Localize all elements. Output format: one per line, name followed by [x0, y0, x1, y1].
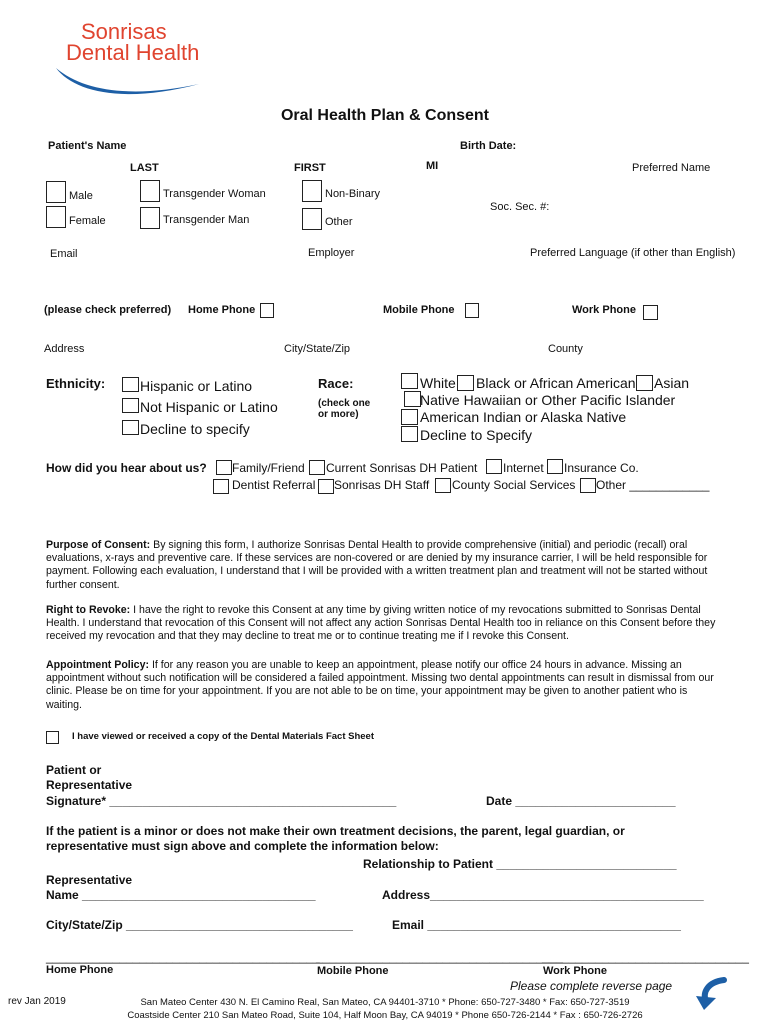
insurance-label: Insurance Co.	[564, 461, 639, 475]
footer-address-2: Coastside Center 210 San Mateo Road, Suite 104, Half Moon Bay, CA 94019 * Phone 650-726-2144 * Fax : 650-726-2726	[127, 1010, 643, 1021]
asian-label: Asian	[654, 375, 690, 391]
hawaiian-label: Native Hawaiian or Other Pacific Islander	[420, 392, 676, 408]
appointment-lead: Appointment Policy:	[46, 659, 149, 671]
logo-line-1: Sonrisas	[81, 19, 167, 44]
male-checkbox[interactable]	[46, 181, 66, 203]
white-checkbox[interactable]	[401, 373, 418, 389]
work-phone-checkbox[interactable]	[643, 305, 658, 320]
insurance-checkbox[interactable]	[547, 459, 563, 474]
first-name-label: FIRST	[294, 162, 326, 174]
check-preferred-label: (please check preferred)	[44, 304, 172, 316]
representative-label: Representative	[46, 873, 133, 887]
county-social-label: County Social Services	[452, 478, 576, 492]
minor-line-2: representative must sign above and complete the information below:	[46, 839, 439, 853]
race-note-1: (check one	[318, 398, 371, 409]
not-hispanic-label: Not Hispanic or Latino	[140, 399, 278, 415]
transgender-woman-label: Transgender Woman	[163, 188, 266, 200]
revoke-text: I have the right to revoke this Consent at any time by giving written notice of my revocations submitted to Sonrisas Dental Health. I understand that revocation of this Consent will not affect any action Sonrisas Dental Health too in reliance on this Consent before they received my revocation and that they may decline to treat me or to continue treating me if I revoke this Consent.	[46, 604, 716, 643]
ethnicity-label: Ethnicity:	[46, 376, 106, 391]
signature-field[interactable]: Signature* ___________________________________________	[46, 794, 397, 808]
other-gender-checkbox[interactable]	[302, 208, 322, 230]
purpose-paragraph	[46, 539, 718, 592]
home-phone-caption: Home Phone	[46, 964, 114, 976]
dentist-referral-checkbox[interactable]	[213, 479, 229, 494]
mobile-phone-checkbox[interactable]	[465, 303, 479, 318]
current-patient-label: Current Sonrisas DH Patient	[326, 461, 478, 475]
signature-line-2: Representative	[46, 778, 133, 792]
patient-name-label: Patient's Name	[48, 140, 127, 152]
other-source-checkbox[interactable]	[580, 478, 596, 493]
relationship-field[interactable]: Relationship to Patient ___________________________	[363, 857, 677, 871]
mobile-phone-line[interactable]: _____________________________________	[316, 950, 563, 964]
black-checkbox[interactable]	[457, 375, 474, 391]
representative-city-field[interactable]: City/State/Zip __________________________________	[46, 918, 353, 932]
race-note-2: or more)	[318, 409, 359, 420]
decline-ethnicity-label: Decline to specify	[140, 421, 250, 437]
asian-checkbox[interactable]	[636, 375, 653, 391]
signature-line-1: Patient or	[46, 763, 102, 777]
revision-label: rev Jan 2019	[8, 996, 66, 1007]
decline-ethnicity-checkbox[interactable]	[122, 420, 139, 435]
non-binary-checkbox[interactable]	[302, 180, 322, 202]
american-indian-label: American Indian or Alaska Native	[420, 409, 627, 425]
family-friend-checkbox[interactable]	[216, 460, 232, 475]
home-phone-label: Home Phone	[188, 304, 256, 316]
reverse-page-note: Please complete reverse page	[510, 979, 673, 993]
white-label: White	[420, 375, 456, 391]
fact-sheet-checkbox[interactable]	[46, 731, 59, 744]
minor-line-1: If the patient is a minor or does not make their own treatment decisions, the parent, legal guardian, or	[46, 824, 625, 838]
revoke-paragraph	[46, 604, 718, 644]
other-source-label: Other ____________	[596, 478, 710, 492]
logo-line-2: Dental Health	[66, 40, 200, 65]
ssn-label: Soc. Sec. #:	[490, 201, 550, 213]
fact-sheet-label: I have viewed or received a copy of the Dental Materials Fact Sheet	[72, 731, 375, 742]
page-title: Oral Health Plan & Consent	[280, 107, 490, 124]
footer-address-1: San Mateo Center 430 N. El Camino Real, San Mateo, CA 94401-3710 * Phone: 650-727-3480 * Fax: 650-727-3519	[140, 997, 630, 1008]
internet-checkbox[interactable]	[486, 459, 502, 474]
mobile-phone-caption: Mobile Phone	[317, 965, 389, 977]
home-phone-checkbox[interactable]	[260, 303, 274, 318]
hispanic-label: Hispanic or Latino	[140, 378, 253, 394]
decline-race-label: Decline to Specify	[420, 427, 533, 443]
preferred-name-label: Preferred Name	[632, 162, 711, 174]
revoke-lead: Right to Revoke:	[46, 604, 131, 616]
purpose-text: By signing this form, I authorize Sonrisas Dental Health to provide comprehensive (initial) and periodic (recall) oral evaluations, x-rays and preventive care. If these services are non-covered or are denied by my insurance carrier, I will be held responsible for payment. Following each evaluation, I understand that I will be provided with a written treatment plan and treatment will not be started without further consent.	[46, 539, 708, 591]
logo	[54, 20, 204, 105]
female-label: Female	[69, 215, 106, 227]
not-hispanic-checkbox[interactable]	[122, 398, 139, 413]
race-label: Race:	[318, 376, 354, 391]
black-label: Black or African American	[476, 375, 636, 391]
transgender-man-checkbox[interactable]	[140, 207, 160, 229]
appointment-text: If for any reason you are unable to keep an appointment, please notify our office 24 hours in advance. Missing an appointment without such notification will be considered a failed appointment. Missing two dental appointments can result in dismissal from our clinic. Please be on time for your appointment. If you are not able to be on time, your appointment may be given to another patient who is waiting.	[46, 659, 714, 711]
county-label: County	[548, 343, 583, 355]
current-patient-checkbox[interactable]	[309, 460, 325, 475]
hawaiian-checkbox[interactable]	[404, 391, 421, 407]
staff-label: Sonrisas DH Staff	[334, 478, 430, 492]
decline-race-checkbox[interactable]	[401, 426, 418, 442]
birth-date-label: Birth Date:	[460, 140, 517, 152]
dentist-referral-label: Dentist Referral	[232, 478, 316, 492]
representative-name-field[interactable]: Name ___________________________________	[46, 888, 316, 902]
mobile-phone-label: Mobile Phone	[383, 304, 455, 316]
email-label: Email	[50, 248, 78, 260]
purpose-lead: Purpose of Consent:	[46, 539, 151, 551]
address-label: Address	[44, 343, 85, 355]
hear-about-label: How did you hear about us?	[46, 461, 207, 475]
female-checkbox[interactable]	[46, 206, 66, 228]
work-phone-caption: Work Phone	[543, 965, 607, 977]
city-state-zip-label: City/State/Zip	[284, 343, 351, 355]
logo-swoosh	[54, 62, 204, 107]
representative-email-field[interactable]: Email ______________________________________	[392, 918, 681, 932]
home-phone-line[interactable]: _________________________________________	[46, 950, 320, 964]
family-friend-label: Family/Friend	[232, 461, 305, 475]
signature-date-field[interactable]: Date ________________________	[486, 794, 676, 808]
appointment-paragraph	[46, 659, 718, 712]
transgender-man-label: Transgender Man	[163, 214, 250, 226]
representative-address-field[interactable]: Address_________________________________________	[382, 888, 704, 902]
american-indian-checkbox[interactable]	[401, 409, 418, 425]
work-phone-line[interactable]: _______________________________	[542, 950, 749, 964]
internet-label: Internet	[503, 461, 544, 475]
non-binary-label: Non-Binary	[325, 188, 381, 200]
staff-checkbox[interactable]	[318, 479, 334, 494]
other-gender-label: Other	[325, 216, 353, 228]
county-social-checkbox[interactable]	[435, 478, 451, 493]
employer-label: Employer	[308, 247, 355, 259]
work-phone-label: Work Phone	[572, 304, 636, 316]
last-name-label: LAST	[130, 162, 159, 174]
mi-label: MI	[426, 160, 439, 172]
transgender-woman-checkbox[interactable]	[140, 180, 160, 202]
male-label: Male	[69, 190, 93, 202]
hispanic-checkbox[interactable]	[122, 377, 139, 392]
preferred-language-label: Preferred Language (if other than English)	[530, 247, 736, 259]
